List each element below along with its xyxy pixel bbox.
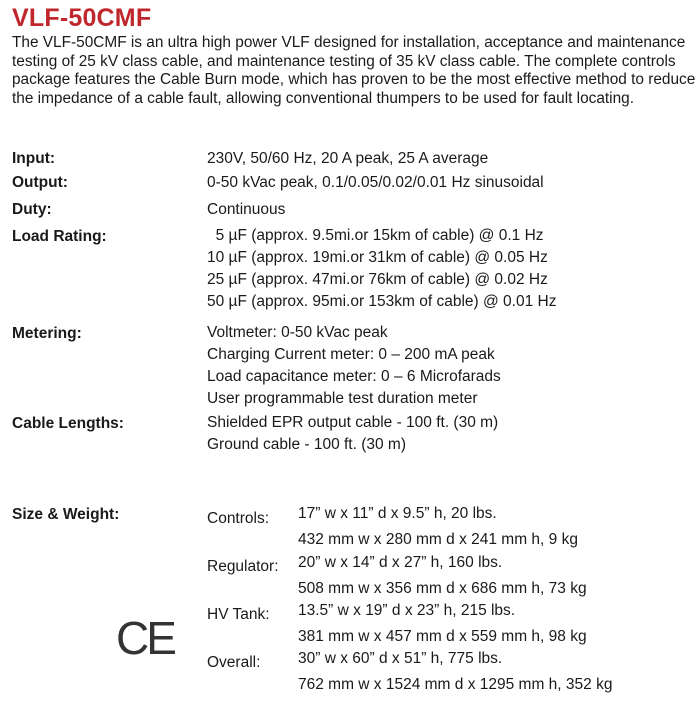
- hv-tank-label: HV Tank:: [207, 606, 270, 623]
- metering-values: [207, 322, 501, 410]
- overall-metric: 762 mm w x 1524 mm d x 1295 mm h, 352 kg: [298, 676, 613, 693]
- metering-label: Metering:: [12, 325, 82, 342]
- load-rating-line: 25 µF (approx. 47mi.or 76km of cable) @ 0.02 Hz: [207, 271, 548, 288]
- input-label: Input:: [12, 150, 56, 167]
- load-rating-label: Load Rating:: [12, 228, 107, 245]
- metering-line: Load capacitance meter: 0 – 6 Microfarads: [207, 368, 501, 385]
- duty-value: Continuous: [207, 201, 286, 218]
- load-rating-line: 5 µF (approx. 9.5mi.or 15km of cable) @ 0.1 Hz: [207, 227, 544, 244]
- overall-imperial: 30” w x 60” d x 51” h, 775 lbs.: [298, 650, 503, 667]
- output-label: Output:: [12, 174, 68, 191]
- input-value: 230V, 50/60 Hz, 20 A peak, 25 A average: [207, 150, 489, 167]
- cable-lengths-values: [207, 412, 498, 456]
- intro-paragraph: The VLF-50CMF is an ultra high power VLF designed for installation, acceptance and maintenance testing of 25 kV class cable, and maintenance testing of 35 kV class cable. The complete controls package features the Cable Burn mode, which has proven to be the most effective method to reduce the impedance of a cable fault, allowing conventional thumpers to be used for fault locating.: [12, 34, 696, 107]
- page-title: VLF-50CMF: [12, 4, 152, 32]
- cable-lengths-label: Cable Lengths:: [12, 415, 124, 432]
- controls-label: Controls:: [207, 510, 270, 527]
- ce-mark-logo: CE: [116, 612, 174, 664]
- cable-line: Ground cable - 100 ft. (30 m): [207, 436, 407, 453]
- load-rating-values: [207, 225, 556, 313]
- metering-line: Charging Current meter: 0 – 200 mA peak: [207, 346, 495, 363]
- size-weight-label: Size & Weight:: [12, 506, 120, 523]
- regulator-label: Regulator:: [207, 558, 279, 575]
- controls-metric: 432 mm w x 280 mm d x 241 mm h, 9 kg: [298, 531, 578, 548]
- regulator-imperial: 20” w x 14” d x 27” h, 160 lbs.: [298, 554, 503, 571]
- metering-line: Voltmeter: 0-50 kVac peak: [207, 324, 388, 341]
- hv-tank-metric: 381 mm w x 457 mm d x 559 mm h, 98 kg: [298, 628, 587, 645]
- output-value: 0-50 kVac peak, 0.1/0.05/0.02/0.01 Hz sinusoidal: [207, 174, 544, 191]
- overall-label: Overall:: [207, 654, 261, 671]
- regulator-metric: 508 mm w x 356 mm d x 686 mm h, 73 kg: [298, 580, 587, 597]
- duty-label: Duty:: [12, 201, 52, 218]
- controls-imperial: 17” w x 11” d x 9.5” h, 20 lbs.: [298, 505, 497, 522]
- load-rating-line: 10 µF (approx. 19mi.or 31km of cable) @ 0.05 Hz: [207, 249, 548, 266]
- metering-line: User programmable test duration meter: [207, 390, 478, 407]
- cable-line: Shielded EPR output cable - 100 ft. (30 m): [207, 414, 499, 431]
- load-rating-line: 50 µF (approx. 95mi.or 153km of cable) @ 0.01 Hz: [207, 293, 557, 310]
- hv-tank-imperial: 13.5” w x 19” d x 23” h, 215 lbs.: [298, 602, 516, 619]
